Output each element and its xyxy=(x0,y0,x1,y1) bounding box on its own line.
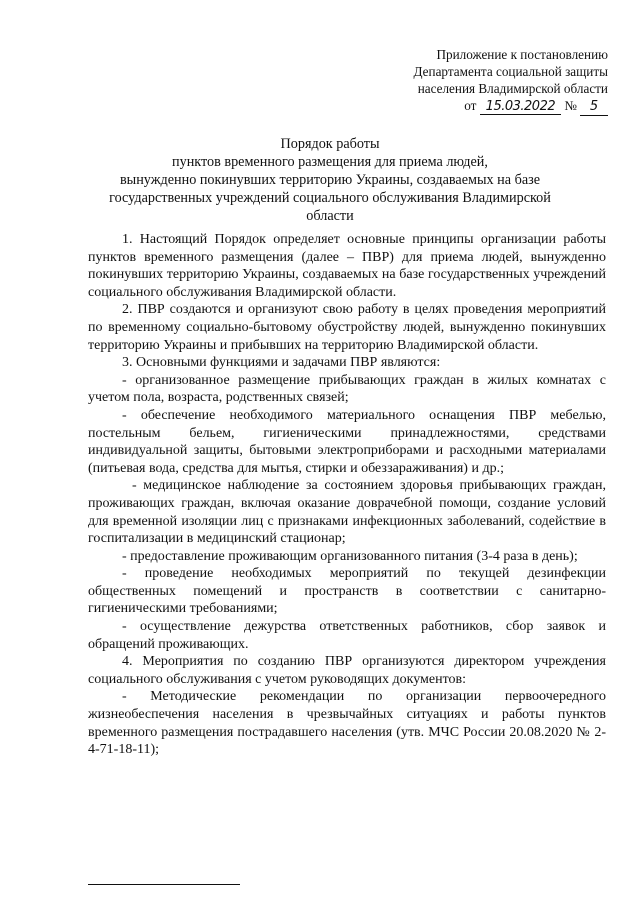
list-item-equipment: - обеспечение необходимого материального оснащения ПВР мебелью, постельным бельем, гигиеническими принадлежностями, средствами индивидуальной защиты, бытовыми электроприборами и расходными материалами (питьевая вода, средства для мытья, стирки и обеззараживания) и др.; xyxy=(88,407,606,476)
list-item-placement: - организованное размещение прибывающих граждан в жилых комнатах с учетом пола, возраста, родственных связей; xyxy=(88,372,606,406)
appendix-header xyxy=(414,46,608,116)
appendix-line-3: населения Владимирской области xyxy=(417,81,608,96)
from-label: от xyxy=(464,98,477,113)
document-body xyxy=(88,231,606,759)
list-item-medical: - медицинское наблюдение за состоянием здоровья прибывающих граждан, проживающих граждан, включая оказание доврачебной помощи, создание условий для временной изоляции лиц с признаками инфекционных заболеваний, содействие в госпитализации в медицинский стационар; xyxy=(88,478,606,547)
title-line-5: области xyxy=(306,208,354,224)
handwritten-date: 15.03.2022 xyxy=(480,99,561,115)
title-line-2: пунктов временного размещения для приема людей, xyxy=(172,154,488,170)
list-item-duty: - осуществление дежурства ответственных работников, сбор заявок и обращений проживающих. xyxy=(88,619,606,652)
handwritten-number: 5 xyxy=(580,98,608,116)
number-label: № xyxy=(564,98,577,113)
list-item-meals: - предоставление проживающим организованного питания (3-4 раза в день); xyxy=(122,548,578,564)
list-item-disinfection: - проведение необходимых мероприятий по текущей дезинфекции общественных помещений и пространств в соответствии с санитарно-гигиеническими требованиями; xyxy=(88,566,606,617)
list-item-guidelines: - Методические рекомендации по организации первоочередного жизнеобеспечения населения в чрезвычайных ситуациях и работы пунктов временного размещения пострадавшего населения (утв. МЧС России 20.08.2020 № 2-4-71-18-11); xyxy=(88,689,606,758)
appendix-date-line xyxy=(464,97,608,116)
paragraph-4: 4. Мероприятия по созданию ПВР организуются директором учреждения социального обслуживания с учетом руководящих документов: xyxy=(88,654,606,687)
title-line-3: вынужденно покинувших территорию Украины, создаваемых на базе xyxy=(119,172,541,188)
paragraph-1: 1. Настоящий Порядок определяет основные принципы организации работы пунктов временного размещения (далее – ПВР) для приема людей, вынужденно покинувших территорию Украины, создаваемых на базе государственных учреждений социального обслуживания Владимирской области. xyxy=(88,232,606,300)
appendix-line-1: Приложение к постановлению xyxy=(436,47,608,62)
title-line-1: Порядок работы xyxy=(280,136,380,152)
paragraph-2: 2. ПВР создаются и организуют свою работу в целях проведения мероприятий по временному социально-бытовому обустройству людей, вынужденно покинувших территорию Украины и прибывших на территорию Владимирской области. xyxy=(88,302,606,353)
appendix-line-2: Департамента социальной защиты xyxy=(413,64,608,79)
paragraph-3: 3. Основными функциями и задачами ПВР являются: xyxy=(122,355,441,371)
title-line-4: государственных учреждений социального обслуживания Владимирской xyxy=(109,190,551,206)
document-title xyxy=(80,135,580,225)
footnote-divider xyxy=(88,884,240,885)
